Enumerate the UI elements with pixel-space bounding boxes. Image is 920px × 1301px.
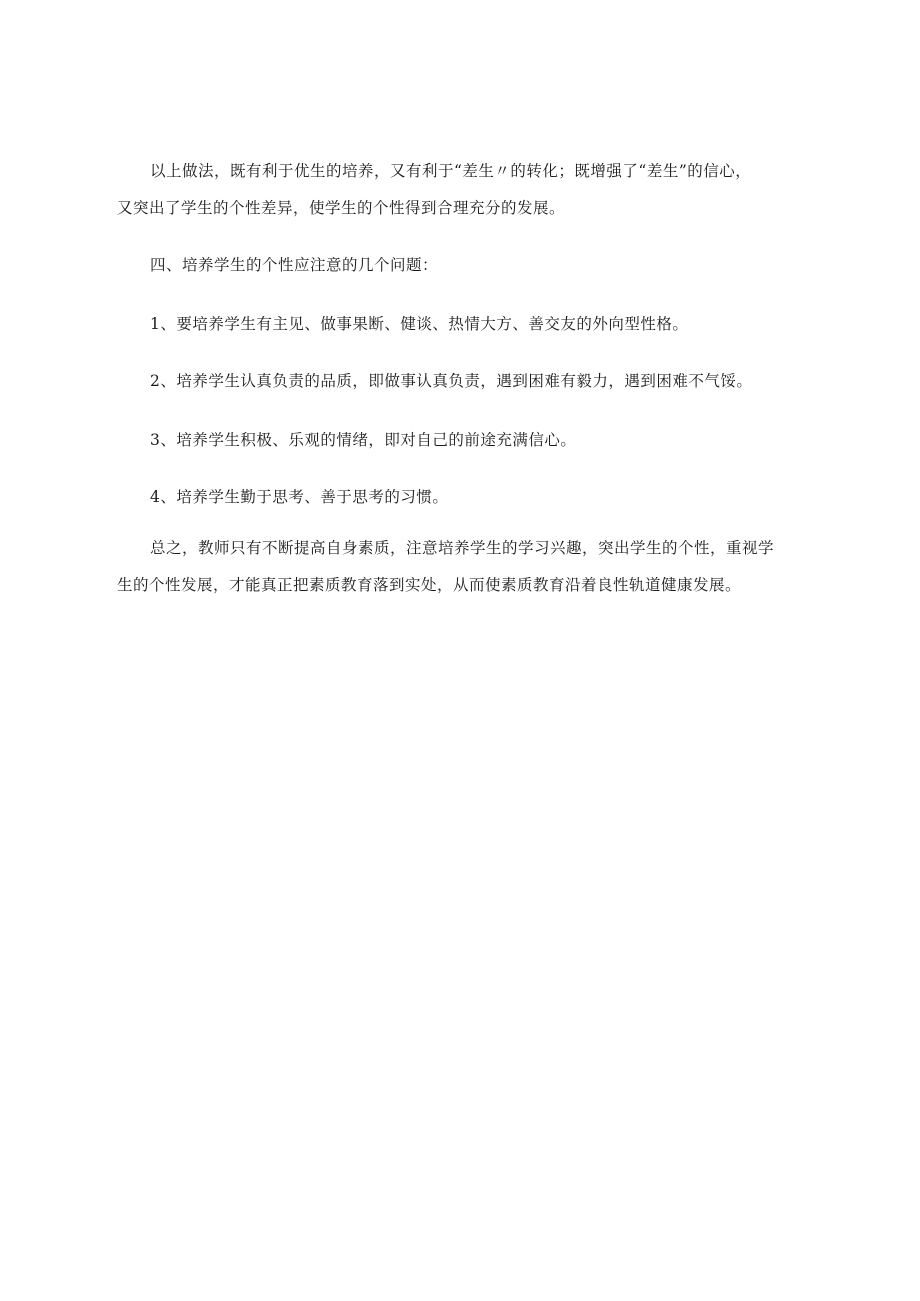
heading-text: 四、培养学生的个性应注意的几个问题： (150, 256, 439, 274)
list-item-text: 1、要培养学生有主见、做事果断、健谈、热情大方、善交友的外向型性格。 (150, 315, 689, 333)
list-item-1 (117, 306, 817, 343)
paragraph-line: 以上做法，既有利于优生的培养，又有利于“差生〃的转化；既增强了“差生”的信心， (150, 162, 752, 180)
paragraph-line: 总之，教师只有不断提高自身素质，注意培养学生的学习兴趣，突出学生的个性，重视学 (150, 539, 775, 557)
list-item-text: 3、培养学生积极、乐观的情绪，即对自己的前途充满信心。 (150, 431, 577, 449)
list-item-text: 2、培养学生认真负责的品质，即做事认真负责，遇到困难有毅力，遇到困难不气馁。 (150, 372, 753, 390)
list-item-text: 4、培养学生勤于思考、善于思考的习惯。 (150, 488, 449, 506)
paragraph-summary-of-methods (117, 153, 817, 227)
paragraph-line: 生的个性发展，才能真正把素质教育落到实处，从而使素质教育沿着良性轨道健康发展。 (117, 576, 742, 594)
list-item-3 (117, 422, 817, 459)
section-heading-four (117, 247, 817, 284)
paragraph-conclusion (117, 530, 817, 604)
paragraph-line: 又突出了学生的个性差异，使学生的个性得到合理充分的发展。 (117, 199, 566, 217)
list-item-2 (117, 363, 817, 400)
list-item-4 (117, 479, 817, 516)
